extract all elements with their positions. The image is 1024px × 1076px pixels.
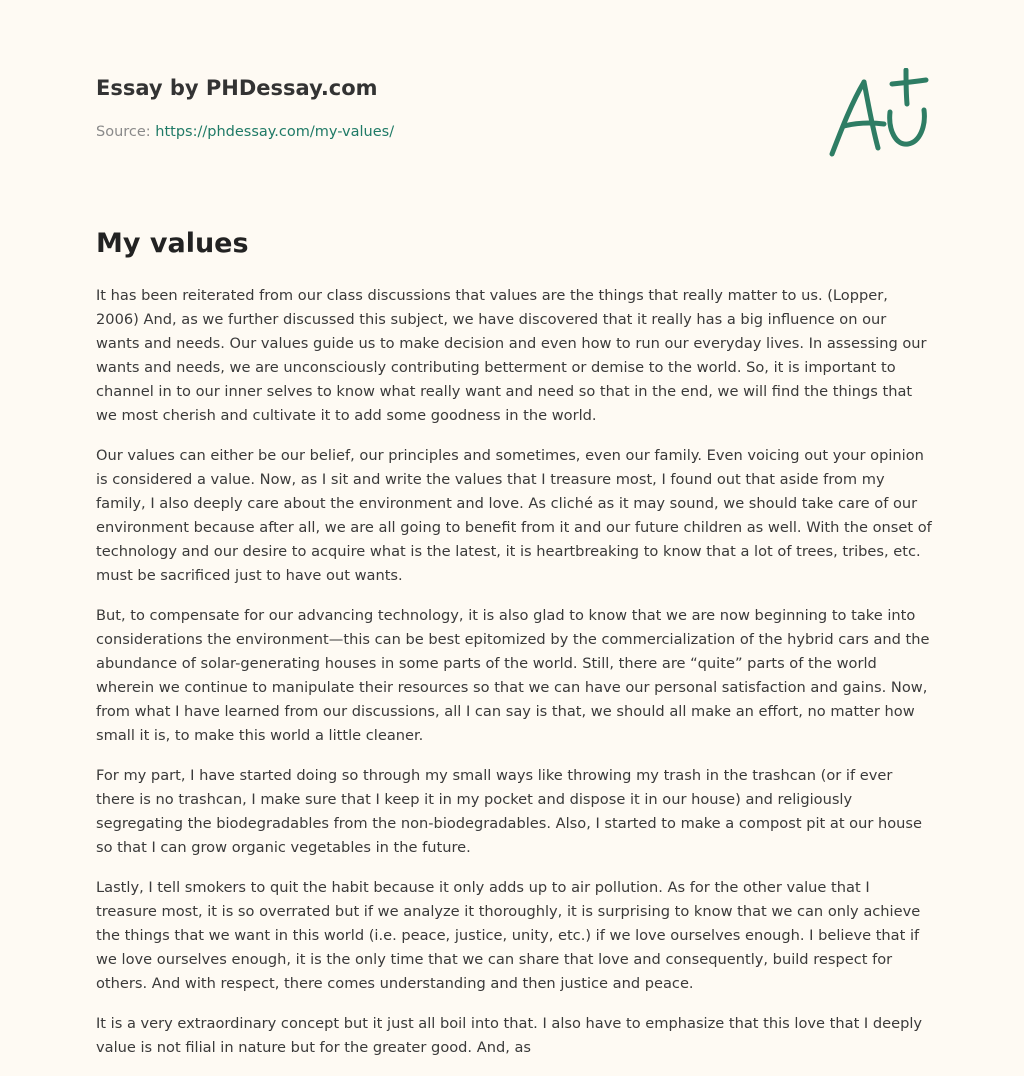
source-link[interactable]: https://phdessay.com/my-values/ xyxy=(155,124,395,140)
essay-paragraph: Our values can either be our belief, our principles and sometimes, even our family. Even voicing out your opinion is considered a value. Now, as I sit and write the values that I treasure most, I found out that aside from my family, I also deeply care about the environment and love. As cliché as it may sound, we should take care of our environment because after all, we are all going to benefit from it and our future children as well. With the onset of technology and our desire to acquire what is the latest, it is heartbreaking to know that a lot of trees, tribes, etc. must be sacrificed just to have out wants. xyxy=(96,447,932,584)
essay-paragraph: But, to compensate for our advancing technology, it is also glad to know that we are now beginning to take into considerations the environment—this can be best epitomized by the commercialization of the hybrid cars and the abundance of solar-generating houses in some parts of the world. Still, there are “quite” parts of the world wherein we continue to manipulate their resources so that we can have our personal satisfaction and gains. Now, from what I have learned from our discussions, all I can say is that, we should all make an effort, no matter how small it is, to make this world a little cleaner. xyxy=(96,607,930,744)
essay-paragraph: It has been reiterated from our class discussions that values are the things that really matter to us. (Lopper, 2006) And, as we further discussed this subject, we have discovered that it really has a big influence on our wants and needs. Our values guide us to make decision and even how to run our everyday lives. In assessing our wants and needs, we are unconsciously contributing betterment or demise to the world. So, it is important to channel in to our inner selves to know what really want and need so that in the end, we will find the things that we most cherish and cultivate it to add some goodness in the world. xyxy=(96,287,927,424)
essay-title: My values xyxy=(96,228,249,259)
essay-paragraph: For my part, I have started doing so through my small ways like throwing my trash in the trashcan (or if ever there is no trashcan, I make sure that I keep it in my pocket and dispose it in our house) and religiously segregating the biodegradables from the non-biodegradables. Also, I started to make a compost pit at our house so that I can grow organic vegetables in the future. xyxy=(96,767,923,856)
essay-paragraph: It is a very extraordinary concept but it just all boil into that. I also have to emphasize that this love that I deeply value is not filial in nature but for the greater good. And, as xyxy=(96,1015,923,1056)
essay-body xyxy=(96,284,932,1076)
a-plus-logo-icon xyxy=(828,68,932,164)
page-header xyxy=(96,72,932,172)
brand-title: Essay by PHDessay.com xyxy=(96,76,378,100)
source-line xyxy=(96,122,932,142)
essay-paragraph: Lastly, I tell smokers to quit the habit because it only adds up to air pollution. As for the other value that I treasure most, it is so overrated but if we analyze it thoroughly, it is surprising to know that we can only achieve the things that we want in this world (i.e. peace, justice, unity, etc.) if we love ourselves enough. I believe that if we love ourselves enough, it is the only time that we can share that love and consequently, build respect for others. And with respect, there comes understanding and then justice and peace. xyxy=(96,879,921,992)
source-label: Source: xyxy=(96,124,156,140)
